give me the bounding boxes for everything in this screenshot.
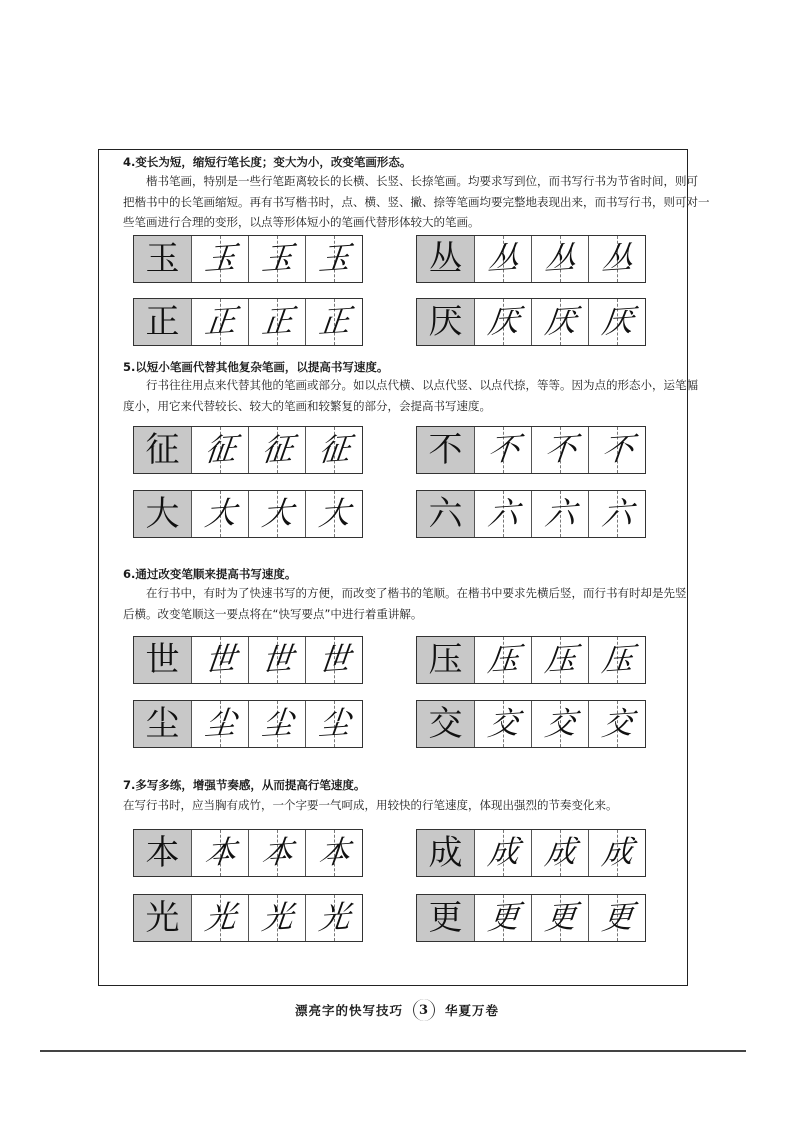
running-script-cell bbox=[588, 236, 645, 282]
character-glyph: 压 bbox=[485, 640, 521, 679]
character-glyph: 丛 bbox=[599, 239, 635, 278]
character-glyph: 压 bbox=[428, 640, 463, 680]
section-7-line-1: 在写行书时，应当胸有成竹，一个字要一气呵成，用较快的行笔速度，体现出强烈的节奏变化来。 bbox=[123, 798, 618, 812]
character-glyph: 厌 bbox=[428, 302, 463, 342]
running-script-cell bbox=[248, 491, 305, 537]
running-script-cell bbox=[474, 701, 531, 747]
running-script-cell bbox=[474, 491, 531, 537]
regular-script-cell bbox=[134, 895, 191, 941]
running-script-cell bbox=[248, 701, 305, 747]
practice-grid bbox=[416, 894, 646, 942]
character-glyph: 交 bbox=[485, 704, 521, 743]
character-glyph: 征 bbox=[259, 430, 295, 469]
character-glyph: 世 bbox=[316, 640, 352, 679]
section-6-line-2: 后横。改变笔顺这一要点将在“快写要点”中进行着重讲解。 bbox=[123, 606, 423, 621]
character-glyph: 正 bbox=[259, 302, 295, 341]
character-glyph: 六 bbox=[428, 494, 463, 534]
character-glyph: 成 bbox=[485, 833, 521, 872]
running-script-cell bbox=[191, 236, 248, 282]
character-glyph: 丛 bbox=[485, 239, 521, 278]
running-script-cell bbox=[248, 637, 305, 683]
running-script-cell bbox=[191, 299, 248, 345]
regular-script-cell bbox=[417, 491, 474, 537]
regular-script-cell bbox=[134, 701, 191, 747]
character-glyph: 世 bbox=[145, 640, 180, 680]
section-5-line-1: 行书往往用点来代替其他的笔画或部分。如以点代横、以点代竖、以点代捺，等等。因为点的形态小，运笔幅 bbox=[146, 378, 698, 392]
running-script-cell bbox=[191, 895, 248, 941]
section-4-line-1: 楷书笔画，特别是一些行笔距离较长的长横、长竖、长捺笔画。均要求写到位，而书写行书为节省时间，则可 bbox=[146, 174, 698, 188]
regular-script-cell bbox=[134, 830, 191, 876]
character-glyph: 征 bbox=[202, 430, 238, 469]
character-glyph: 压 bbox=[542, 640, 578, 679]
regular-script-cell bbox=[134, 299, 191, 345]
character-glyph: 更 bbox=[485, 898, 521, 937]
character-glyph: 世 bbox=[259, 640, 295, 679]
character-glyph: 征 bbox=[316, 430, 352, 469]
running-script-cell bbox=[305, 895, 362, 941]
section-5-paragraph bbox=[123, 375, 698, 416]
practice-grid bbox=[416, 235, 646, 283]
character-glyph: 六 bbox=[542, 494, 578, 533]
section-5-line-2: 度小，用它来代替较长、较大的笔画和较繁复的部分，会提高书写速度。 bbox=[123, 398, 491, 413]
practice-grid bbox=[133, 829, 363, 877]
practice-grid bbox=[133, 426, 363, 474]
running-script-cell bbox=[305, 236, 362, 282]
character-glyph: 本 bbox=[145, 833, 180, 873]
section-7-heading: 7.多写多练，增强节奏感，从而提高行笔速度。 bbox=[123, 778, 366, 792]
character-glyph: 正 bbox=[316, 302, 352, 341]
character-glyph: 尘 bbox=[145, 704, 180, 744]
character-glyph: 交 bbox=[428, 704, 463, 744]
section-4-line-2: 把楷书中的长笔画缩短。再有书写楷书时，点、横、竖、撇、捺等笔画均要完整地表现出来，而书写行书，则可对一 bbox=[123, 194, 710, 209]
running-script-cell bbox=[531, 637, 588, 683]
character-glyph: 丛 bbox=[428, 239, 463, 279]
character-glyph: 尘 bbox=[202, 704, 238, 743]
practice-grid bbox=[416, 829, 646, 877]
character-glyph: 厌 bbox=[599, 302, 635, 341]
character-glyph: 尘 bbox=[316, 704, 352, 743]
character-glyph: 大 bbox=[259, 494, 295, 533]
running-script-cell bbox=[474, 236, 531, 282]
running-script-cell bbox=[305, 701, 362, 747]
running-script-cell bbox=[474, 427, 531, 473]
running-script-cell bbox=[474, 830, 531, 876]
character-glyph: 玉 bbox=[316, 239, 352, 278]
regular-script-cell bbox=[417, 427, 474, 473]
character-glyph: 更 bbox=[428, 898, 463, 938]
character-glyph: 光 bbox=[316, 898, 352, 937]
section-6-paragraph bbox=[123, 583, 687, 624]
character-glyph: 成 bbox=[599, 833, 635, 872]
character-glyph: 不 bbox=[485, 430, 521, 469]
section-4-line-3: 些笔画进行合理的变形，以点等形体短小的笔画代替形体较大的笔画。 bbox=[123, 215, 480, 229]
regular-script-cell bbox=[417, 299, 474, 345]
practice-grid bbox=[416, 636, 646, 684]
running-script-cell bbox=[531, 236, 588, 282]
regular-script-cell bbox=[134, 427, 191, 473]
section-4-heading: 4.变长为短，缩短行笔长度；变大为小，改变笔画形态。 bbox=[123, 155, 412, 169]
character-glyph: 正 bbox=[202, 302, 238, 341]
running-script-cell bbox=[305, 427, 362, 473]
character-glyph: 丛 bbox=[542, 239, 578, 278]
running-script-cell bbox=[588, 637, 645, 683]
footer-book-title: 漂亮字的快写技巧 bbox=[294, 1003, 403, 1018]
character-glyph: 光 bbox=[202, 898, 238, 937]
running-script-cell bbox=[248, 895, 305, 941]
section-7-paragraph bbox=[123, 795, 618, 816]
running-script-cell bbox=[588, 701, 645, 747]
regular-script-cell bbox=[417, 895, 474, 941]
character-glyph: 不 bbox=[542, 430, 578, 469]
running-script-cell bbox=[191, 491, 248, 537]
character-glyph: 大 bbox=[316, 494, 352, 533]
character-glyph: 大 bbox=[145, 494, 180, 534]
regular-script-cell bbox=[134, 637, 191, 683]
practice-grid bbox=[133, 490, 363, 538]
footer-publisher: 华夏万卷 bbox=[445, 1003, 500, 1018]
character-glyph: 大 bbox=[202, 494, 238, 533]
practice-grid bbox=[133, 636, 363, 684]
character-glyph: 玉 bbox=[259, 239, 295, 278]
practice-grid bbox=[416, 490, 646, 538]
page-footer bbox=[0, 998, 794, 1022]
regular-script-cell bbox=[417, 701, 474, 747]
character-glyph: 世 bbox=[202, 640, 238, 679]
character-glyph: 本 bbox=[202, 833, 238, 872]
character-glyph: 交 bbox=[599, 704, 635, 743]
running-script-cell bbox=[588, 895, 645, 941]
character-glyph: 交 bbox=[542, 704, 578, 743]
running-script-cell bbox=[588, 427, 645, 473]
character-glyph: 光 bbox=[259, 898, 295, 937]
character-glyph: 尘 bbox=[259, 704, 295, 743]
practice-grid bbox=[133, 894, 363, 942]
running-script-cell bbox=[474, 895, 531, 941]
practice-grid bbox=[416, 426, 646, 474]
character-glyph: 不 bbox=[428, 430, 463, 470]
running-script-cell bbox=[305, 830, 362, 876]
character-glyph: 更 bbox=[599, 898, 635, 937]
running-script-cell bbox=[474, 637, 531, 683]
character-glyph: 压 bbox=[599, 640, 635, 679]
running-script-cell bbox=[248, 427, 305, 473]
character-glyph: 本 bbox=[316, 833, 352, 872]
character-glyph: 更 bbox=[542, 898, 578, 937]
running-script-cell bbox=[305, 637, 362, 683]
running-script-cell bbox=[531, 491, 588, 537]
character-glyph: 正 bbox=[145, 302, 180, 342]
practice-grid bbox=[133, 235, 363, 283]
practice-grid bbox=[133, 700, 363, 748]
running-script-cell bbox=[191, 637, 248, 683]
running-script-cell bbox=[588, 299, 645, 345]
practice-grid bbox=[416, 298, 646, 346]
running-script-cell bbox=[531, 427, 588, 473]
character-glyph: 光 bbox=[145, 898, 180, 938]
section-6-heading: 6.通过改变笔顺来提高书写速度。 bbox=[123, 567, 297, 581]
running-script-cell bbox=[531, 830, 588, 876]
character-glyph: 成 bbox=[428, 833, 463, 873]
section-4-paragraph bbox=[123, 171, 710, 233]
running-script-cell bbox=[588, 830, 645, 876]
running-script-cell bbox=[588, 491, 645, 537]
regular-script-cell bbox=[417, 637, 474, 683]
practice-grid bbox=[133, 298, 363, 346]
running-script-cell bbox=[305, 299, 362, 345]
character-glyph: 不 bbox=[599, 430, 635, 469]
running-script-cell bbox=[305, 491, 362, 537]
bottom-rule bbox=[40, 1050, 746, 1052]
regular-script-cell bbox=[134, 236, 191, 282]
running-script-cell bbox=[248, 236, 305, 282]
character-glyph: 厌 bbox=[542, 302, 578, 341]
regular-script-cell bbox=[417, 830, 474, 876]
running-script-cell bbox=[191, 830, 248, 876]
character-glyph: 本 bbox=[259, 833, 295, 872]
character-glyph: 成 bbox=[542, 833, 578, 872]
character-glyph: 征 bbox=[145, 430, 180, 470]
character-glyph: 六 bbox=[485, 494, 521, 533]
character-glyph: 玉 bbox=[145, 239, 180, 279]
running-script-cell bbox=[191, 701, 248, 747]
running-script-cell bbox=[248, 299, 305, 345]
running-script-cell bbox=[191, 427, 248, 473]
character-glyph: 厌 bbox=[485, 302, 521, 341]
section-5-heading: 5.以短小笔画代替其他复杂笔画，以提高书写速度。 bbox=[123, 360, 389, 374]
regular-script-cell bbox=[134, 491, 191, 537]
page-number: 3 bbox=[413, 999, 435, 1021]
running-script-cell bbox=[248, 830, 305, 876]
running-script-cell bbox=[474, 299, 531, 345]
character-glyph: 玉 bbox=[202, 239, 238, 278]
section-6-line-1: 在行书中，有时为了快速书写的方便，而改变了楷书的笔顺。在楷书中要求先横后竖，而行书有时却是先竖 bbox=[146, 586, 687, 600]
running-script-cell bbox=[531, 299, 588, 345]
character-glyph: 六 bbox=[599, 494, 635, 533]
running-script-cell bbox=[531, 895, 588, 941]
running-script-cell bbox=[531, 701, 588, 747]
regular-script-cell bbox=[417, 236, 474, 282]
practice-grid bbox=[416, 700, 646, 748]
